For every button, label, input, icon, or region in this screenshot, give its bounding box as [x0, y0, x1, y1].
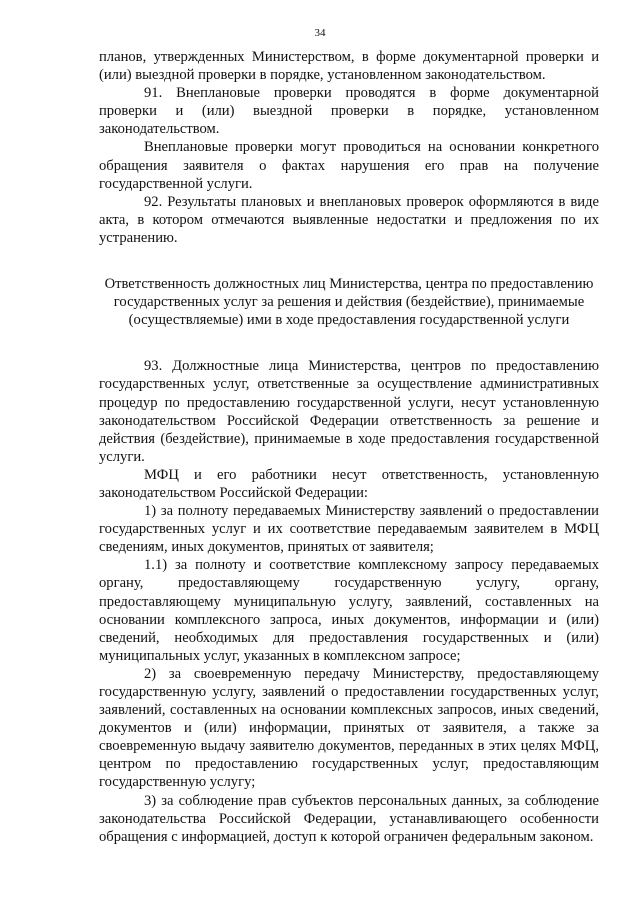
list-item-2: 2) за своевременную передачу Министерству, предоставляющему государственную услугу, заявлений о предоставлении государственных услуг, заявлений, составленных на основании комплексных запросов, иных сведений, документов и (или) информации, принятых от заявителя, а также за своевременную выдачу заявителю документов, переданных в этих целях МФЦ, центром по предоставлению государственных услуг, предоставляющим государственную услугу; [99, 665, 599, 791]
page-number: 34 [314, 27, 326, 39]
paragraph-91: 91. Внеплановые проверки проводятся в форме документарной проверки и (или) выездной проверки в порядке, установленном законодательством. [99, 85, 599, 138]
paragraph-unscheduled-inspections: Внеплановые проверки могут проводиться на основании конкретного обращения заявителя о фактах нарушения его прав на получение государственной услуги. [99, 139, 599, 192]
paragraph-mfc-responsibility: МФЦ и его работники несут ответственность, установленную законодательством Российской Федерации: [99, 466, 599, 501]
paragraph-continuation: планов, утвержденных Министерством, в форме документарной проверки и (или) выездной проверки в порядке, установленном законодательством. [99, 49, 599, 84]
paragraph-93: 93. Должностные лица Министерства, центров по предоставлению государственных услуг, ответственные за осуществление административных процедур по предоставлению государственной услуги, несут установленную законодательством Российской Федерации ответственность за решение и действия (бездействие), принимаемые в ходе предоставления государственной услуги. [99, 358, 599, 465]
list-item-1-1: 1.1) за полноту и соответствие комплексному запросу передаваемых органу, предоставляющему государственную услугу, органу, предоставляющему муниципальную услугу, заявлений, составленных на основании комплексного запроса, иных документов, информации и (или) сведений, необходимых для предоставления государственных и (или) муниципальных услуг, указанных в комплексном запросе; [99, 557, 599, 664]
paragraph-92: 92. Результаты плановых и внеплановых проверок оформляются в виде акта, в котором отмечаются выявленные недостатки и предложения по их устранению. [99, 193, 599, 246]
list-item-3: 3) за соблюдение прав субъектов персональных данных, за соблюдение законодательства Российской Федерации, устанавливающего особенности обращения с информацией, доступ к которой ограничен федеральным законом. [99, 792, 599, 845]
document-body [99, 48, 599, 846]
list-item-1: 1) за полноту передаваемых Министерству заявлений о предоставлении государственных услуг и их соответствие передаваемым заявителем в МФЦ сведениям, иных документов, принятых от заявителя; [99, 503, 599, 556]
section-heading: Ответственность должностных лиц Министерства, центра по предоставлению государственных услуг за решения и действия (бездействие), принимаемые (осуществляемые) ими в ходе предоставления государственной услуги [104, 276, 594, 329]
